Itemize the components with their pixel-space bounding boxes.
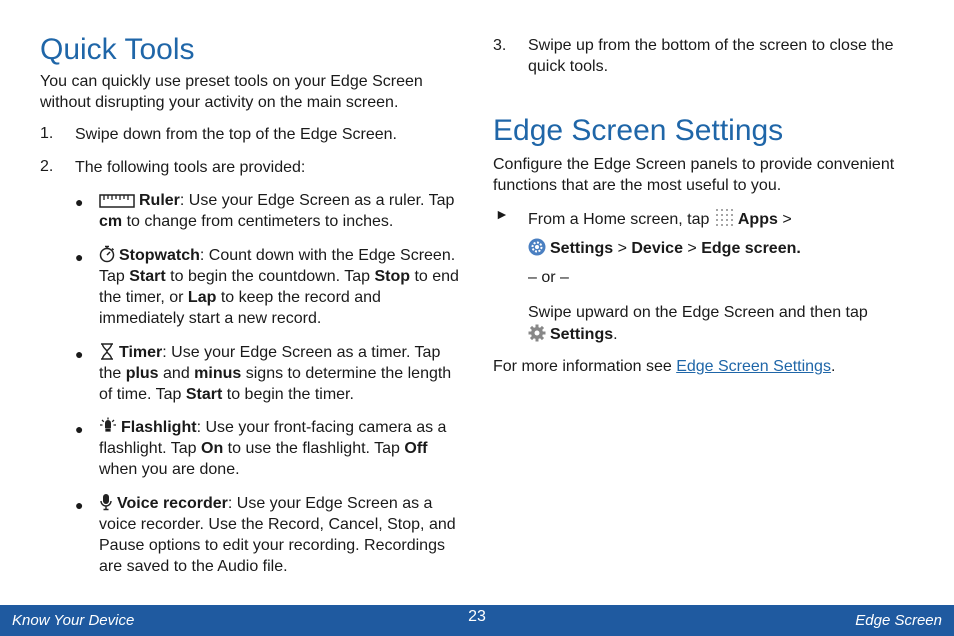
- bullet: ●: [75, 194, 84, 210]
- settings-gear-icon: [528, 324, 546, 342]
- tool-flashlight: Flashlight: Use your front-facing camera as a flashlight. Tap On to use the flashlight. Tap Off when you are done.: [99, 419, 447, 478]
- bullet: ●: [75, 249, 84, 265]
- apps-grid-icon: [714, 207, 734, 227]
- page-title: Quick Tools: [40, 33, 195, 66]
- ruler-icon: [99, 194, 135, 208]
- section-title: Edge Screen Settings: [493, 114, 784, 147]
- more-info: For more information see Edge Screen Settings.: [493, 358, 836, 375]
- tool-voice-recorder: Voice recorder: Use your Edge Screen as a voice recorder. Use the Record, Cancel, Stop, and Pause options to edit your recording. Recordings are saved to the Audio file.: [99, 495, 456, 575]
- tool-ruler: Ruler: Use your Edge Screen as a ruler. Tap cm to change from centimeters to inches.: [99, 192, 455, 230]
- step-number: 1.: [40, 125, 54, 142]
- step-number: 2.: [40, 158, 54, 175]
- page-number: 23: [468, 608, 486, 625]
- bullet: ●: [75, 346, 84, 362]
- flashlight-icon: [99, 417, 117, 435]
- step-number: 3.: [493, 37, 507, 54]
- footer-bar: [0, 605, 954, 636]
- settings-gear-icon: [528, 238, 546, 256]
- stopwatch-icon: [99, 245, 115, 263]
- tool-stopwatch: Stopwatch: Count down with the Edge Screen. Tap Start to begin the countdown. Tap Stop to end the timer, or Lap to keep the record and immediately start a new record.: [99, 247, 459, 327]
- footer-section: Edge Screen: [855, 612, 942, 629]
- step-text: Swipe down from the top of the Edge Screen.: [75, 126, 397, 143]
- swipe-instructions: Swipe upward on the Edge Screen and then tap Settings.: [528, 304, 868, 343]
- or-separator: – or –: [528, 269, 569, 286]
- microphone-icon: [99, 493, 113, 511]
- edge-screen-settings-link[interactable]: Edge Screen Settings: [676, 358, 831, 375]
- step-text: The following tools are provided:: [75, 159, 306, 176]
- bullet: ●: [75, 497, 84, 513]
- bullet: ●: [75, 421, 84, 437]
- arrow-marker: ►: [495, 206, 509, 222]
- section-intro: Configure the Edge Screen panels to provide convenient functions that are the most useful to you.: [493, 156, 895, 194]
- hourglass-icon: [99, 343, 115, 360]
- step-text: Swipe up from the bottom of the screen to close the quick tools.: [528, 37, 894, 75]
- intro-text: You can quickly use preset tools on your Edge Screen without disrupting your activity on the main screen.: [40, 73, 423, 111]
- tool-timer: Timer: Use your Edge Screen as a timer. Tap the plus and minus signs to determine the length of time. Tap Start to begin the timer.: [99, 344, 452, 403]
- footer-chapter: Know Your Device: [12, 612, 135, 629]
- nav-instructions: From a Home screen, tap Apps > Settings > Device > Edge screen.: [528, 205, 913, 263]
